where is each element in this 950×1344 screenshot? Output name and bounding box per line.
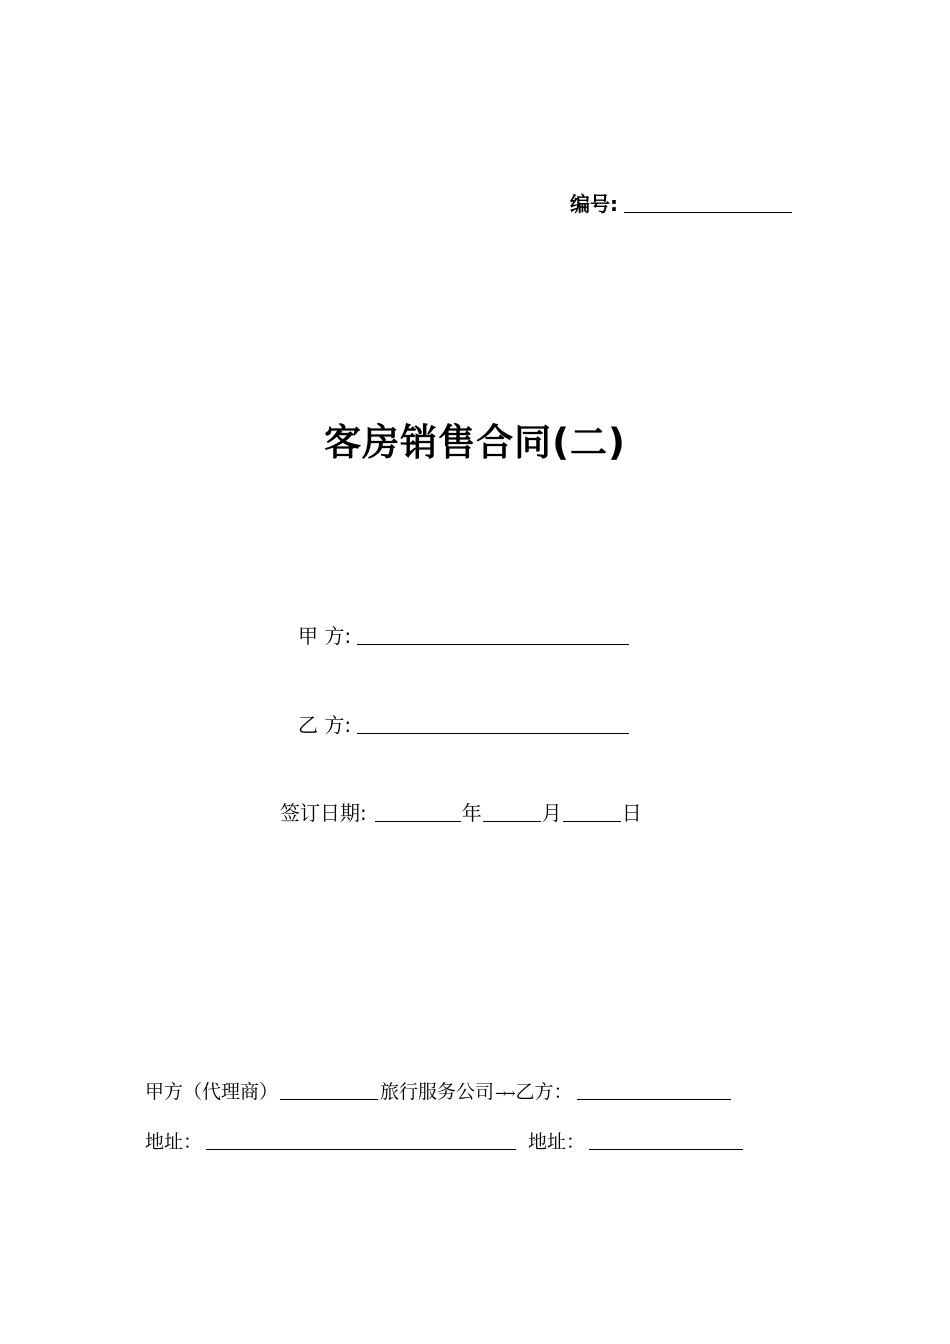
footer-party-b-blank[interactable] [577,1099,731,1100]
agent-row [145,1077,731,1104]
address-label-a: 地址： [145,1131,203,1153]
address-b-blank[interactable] [589,1149,743,1150]
serial-number-blank[interactable] [624,212,792,213]
sign-year-label: 年 [461,801,482,825]
address-row [145,1127,743,1154]
sign-month-label: 月 [541,801,562,825]
arrow-icon: →→ [495,1086,513,1102]
agent-name-blank[interactable] [280,1099,378,1100]
agent-label: 甲方（代理商） [145,1081,279,1103]
sign-date-label: 签订日期: [280,801,367,825]
address-a-blank[interactable] [206,1149,516,1150]
sign-day-label: 日 [621,801,642,825]
serial-number-field [570,188,792,217]
address-label-b: 地址： [528,1131,586,1153]
party-a-field [298,620,629,649]
sign-day-blank[interactable] [563,821,621,822]
party-b-blank[interactable] [357,733,629,734]
party-b-field [298,709,629,738]
party-b-label: 乙 方: [298,713,352,737]
sign-month-blank[interactable] [483,821,541,822]
party-a-label: 甲 方: [298,624,352,648]
serial-number-label: 编号: [570,192,618,216]
company-suffix: 旅行服务公司 [380,1081,495,1103]
footer-party-b-label: 乙方： [515,1081,573,1103]
document-title: 客房销售合同(二) [324,421,626,464]
sign-date-field [280,797,642,826]
sign-year-blank[interactable] [375,821,461,822]
party-a-blank[interactable] [357,644,629,645]
